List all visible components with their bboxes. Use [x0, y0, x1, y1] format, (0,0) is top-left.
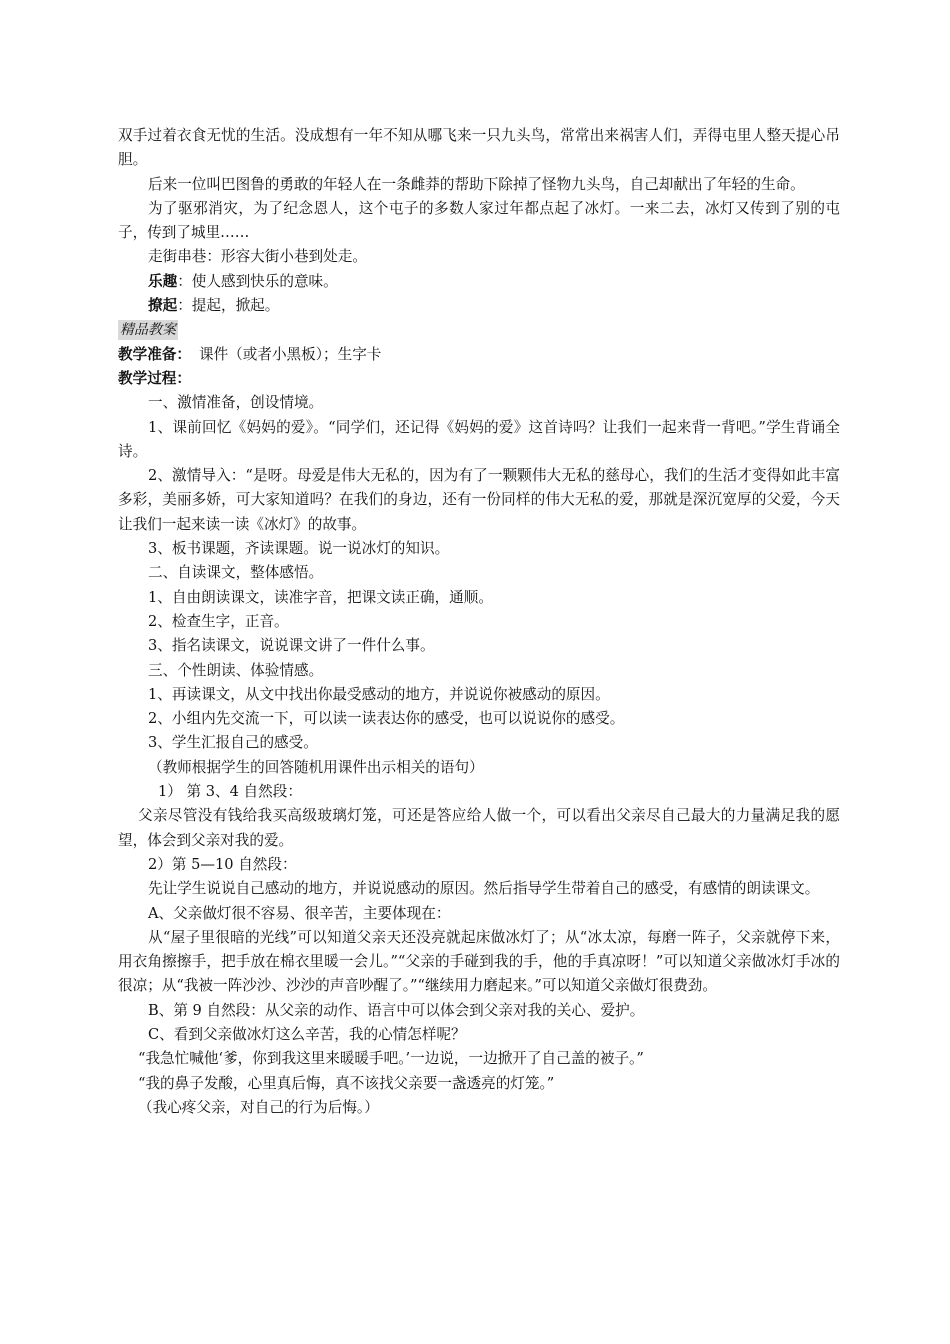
step-1-3: 3、板书课题，齐读课题。说一说冰灯的知识。 — [148, 540, 450, 558]
document-page — [118, 124, 840, 1120]
teacher-note: （教师根据学生的回答随机用课件出示相关的语句） — [148, 758, 484, 776]
step-1-2: 2、激情导入：“是呀。母爱是伟大无私的，因为有了一颗颗伟大无私的慈母心，我们的生活才变得如此丰富多彩，美丽多娇，可大家知道吗？在我们的身边，还有一份同样的伟大无私的爱，那就是深沉宽厚的父爱，今天让我们一起来读一读《冰灯》的故事。 — [118, 467, 840, 533]
vocab-item-2 — [118, 270, 840, 294]
story-paragraph-2: 后来一位叫巴图鲁的勇敢的年轻人在一条雌莽的帮助下除掉了怪物九头鸟，自己却献出了年轻的生命。 — [148, 175, 805, 193]
vocab-term: 撩起 — [148, 297, 178, 315]
step-2-1: 1、自由朗读课文，读准字音，把课文读正确，通顺。 — [148, 588, 493, 606]
step-3-3: 3、学生汇报自己的感受。 — [148, 734, 318, 752]
section-tag-line — [118, 318, 840, 342]
paragraph-5-10-text: 先让学生说说自己感动的地方，并说说感动的原因。然后指导学生带着自己的感受，有感情的朗读课文。 — [148, 880, 820, 898]
process-label: 教学过程： — [118, 369, 191, 387]
step-3-2: 2、小组内先交流一下，可以读一读表达你的感受，也可以说说你的感受。 — [148, 710, 625, 728]
step-1-1: 1、课前回忆《妈妈的爱》。“同学们，还记得《妈妈的爱》这首诗吗？让我们一起来背一背吧。”学生背诵全诗。 — [118, 418, 840, 460]
vocab-term: 乐趣 — [148, 272, 178, 290]
section-tag: 精品教案 — [120, 322, 176, 339]
teaching-process-label — [118, 367, 840, 391]
section-heading-1: 一、激情准备，创设情境。 — [148, 394, 324, 412]
story-paragraph-1: 双手过着衣食无忧的生活。没成想有一年不知从哪飞来一只九头鸟，常常出来祸害人们，弄得屯里人整天提心吊胆。 — [118, 127, 840, 169]
paragraph-ref-5-10: 2）第 5—10 自然段： — [148, 855, 297, 873]
paragraph-3-4-text: 父亲尽管没有钱给我买高级玻璃灯笼，可还是答应给人做一个，可以看出父亲尽自己最大的力量满足我的愿望，体会到父亲对我的爱。 — [118, 807, 840, 849]
point-a: A、父亲做灯很不容易、很辛苦，主要体现在： — [148, 904, 451, 922]
step-3-1: 1、再读课文，从文中找出你最受感动的地方，并说说你被感动的原因。 — [148, 685, 610, 703]
step-2-2: 2、检查生字，正音。 — [148, 612, 289, 630]
vocab-definition: ：提起，掀起。 — [177, 297, 280, 315]
point-a-text: 从“屋子里很暗的光线”可以知道父亲天还没亮就起床做冰灯了；从“冰太凉，每磨一阵子，父亲就停下来，用衣角擦擦手，把手放在棉衣里暖一会儿。”“父亲的手碰到我的手，他的手真凉呀！”可以知道父亲做冰灯手冰的很凉；从“我被一阵沙沙、沙沙的声音吵醒了。”“继续用力磨起来。”可以知道父亲做灯很费劲。 — [118, 928, 840, 995]
quote-3: （我心疼父亲，对自己的行为后悔。） — [138, 1098, 379, 1116]
section-heading-3: 三、个性朗读、体验情感。 — [148, 661, 324, 679]
point-b: B、第 9 自然段：从父亲的动作、语言中可以体会到父亲对我的关心、爱护。 — [148, 1001, 645, 1019]
step-2-3: 3、指名读课文，说说课文讲了一件什么事。 — [148, 637, 435, 655]
teaching-prep — [118, 343, 840, 367]
vocab-item-3 — [118, 294, 840, 318]
paragraph-ref-3-4: 1） 第 3、4 自然段： — [158, 783, 302, 801]
story-paragraph-3: 为了驱邪消灾，为了纪念恩人，这个屯子的多数人家过年都点起了冰灯。一来二去，冰灯又传到了别的屯子，传到了城里…… — [118, 199, 840, 242]
vocab-definition: ：使人感到快乐的意味。 — [177, 272, 338, 290]
vocab-item-1: 走街串巷：形容大街小巷到处走。 — [148, 248, 367, 266]
prep-value: 课件（或者小黑板）；生字卡 — [198, 345, 382, 363]
prep-label: 教学准备： — [118, 345, 191, 363]
quote-1: “我急忙喊他‘爹，你到我这里来暖暖手吧。’一边说，一边掀开了自己盖的被子。” — [138, 1050, 644, 1068]
section-heading-2: 二、自读课文，整体感悟。 — [148, 564, 324, 582]
point-c: C、看到父亲做冰灯这么辛苦，我的心情怎样呢？ — [148, 1025, 466, 1043]
quote-2: “我的鼻子发酸，心里真后悔，真不该找父亲要一盏透亮的灯笼。” — [138, 1074, 555, 1092]
